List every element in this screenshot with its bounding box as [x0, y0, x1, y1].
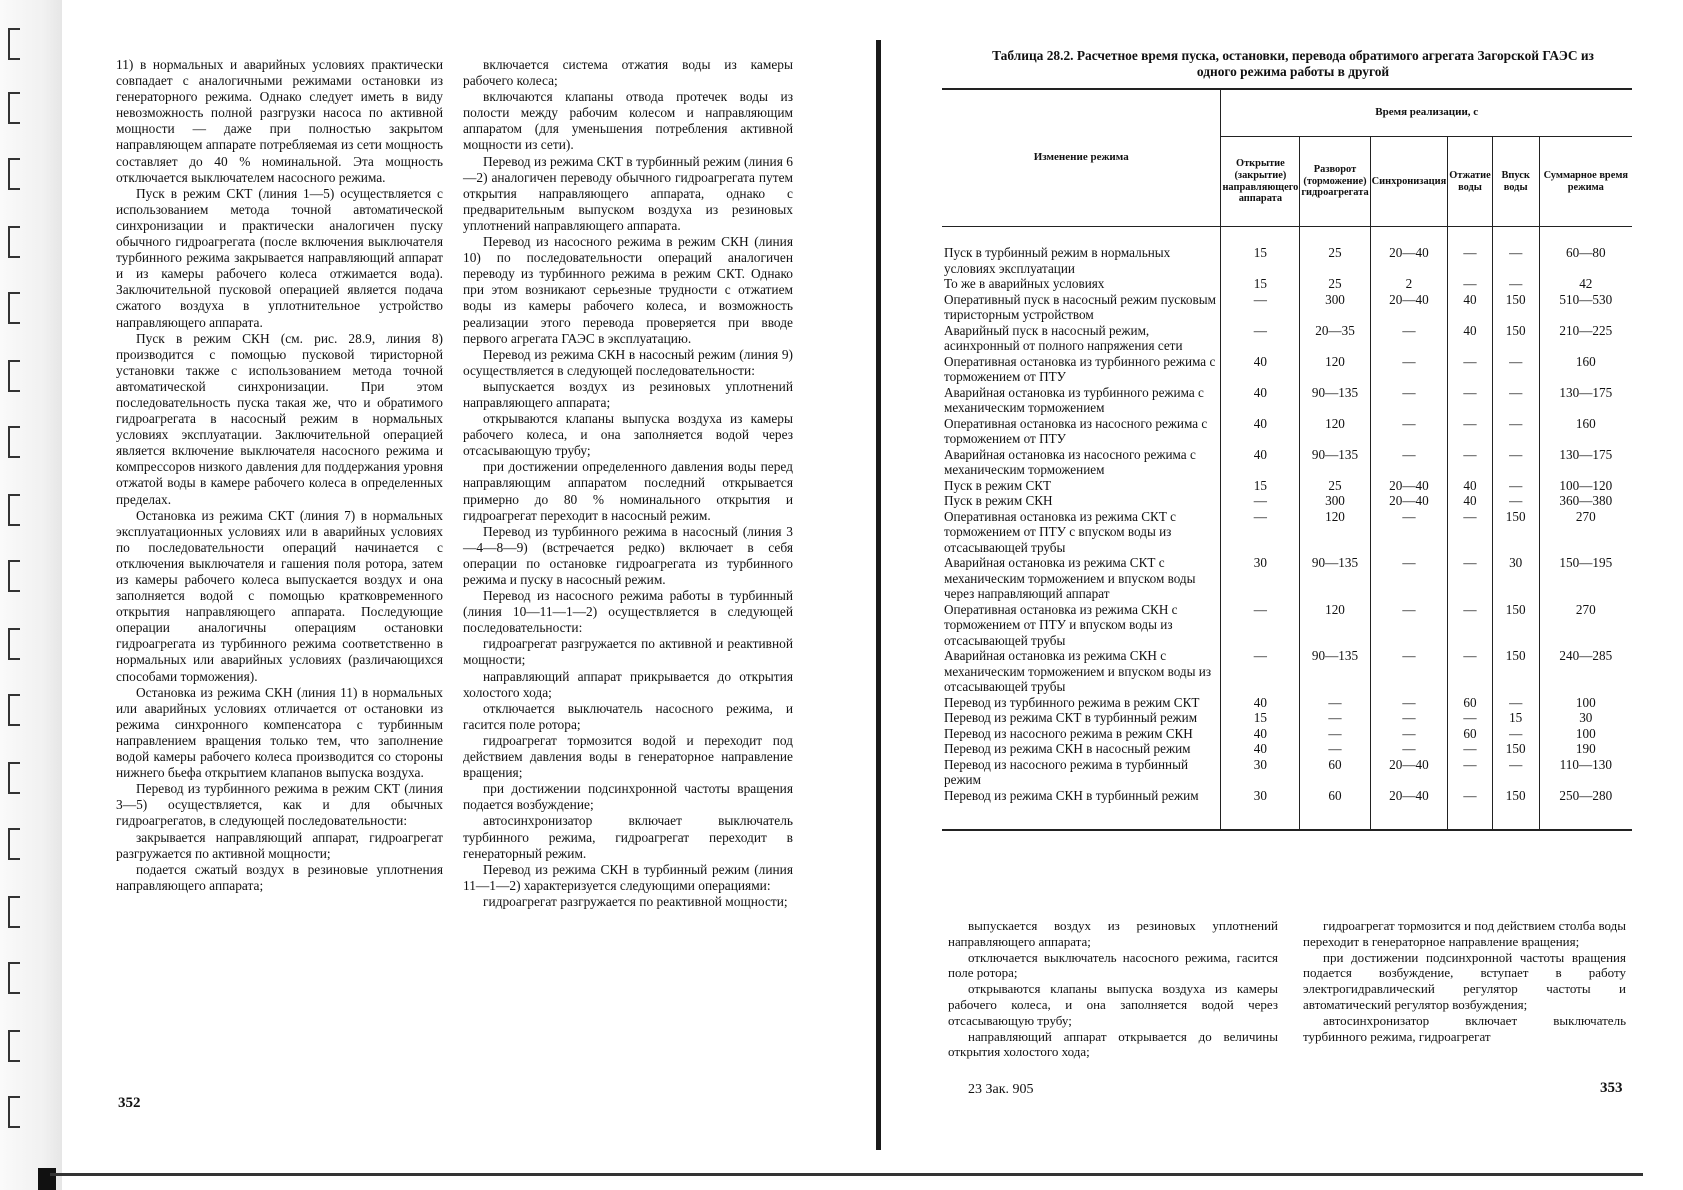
binding-mark [8, 292, 20, 324]
table-cell: — [1492, 276, 1539, 292]
paragraph: выпускается воздух из резиновых уплотнений направляющего аппарата; [948, 918, 1278, 949]
table-cell: — [1370, 385, 1448, 416]
paragraph: Перевод из режима СКН в турбинный режим (линия 11—1—2) характеризуется следующими операциями: [463, 861, 793, 893]
table-cell: 40 [1221, 695, 1300, 711]
table-cell: 42 [1579, 276, 1593, 291]
right-page-column-2 [1303, 918, 1626, 1044]
table-cell: 270 [1575, 601, 1596, 617]
row-mode-name: Пуск в турбинный режим в нормальных условиях эксплуатации [942, 245, 1221, 276]
column-header: Отжатие воды [1448, 137, 1492, 227]
row-mode-name: Пуск в режим СКН [942, 493, 1221, 509]
table-cell: 20—40 [1370, 788, 1448, 804]
table-cell: — [1492, 447, 1539, 478]
table-row [942, 276, 1632, 292]
table-cell: — [1370, 447, 1448, 478]
table-cell: — [1370, 602, 1448, 649]
table-cell: 40 [1221, 726, 1300, 742]
column-header: Разворот (торможение) гидроагрегата [1300, 137, 1370, 227]
table-cell: — [1448, 276, 1492, 292]
table-cell: 40 [1221, 354, 1300, 385]
table-cell: 300 [1300, 493, 1370, 509]
row-mode-name: Перевод из режима СКТ в турбинный режим [942, 710, 1221, 726]
paragraph: отключается выключатель насосного режима, гасится поле ротора; [948, 949, 1278, 981]
table-row [942, 478, 1632, 494]
table-cell: 30 [1221, 757, 1300, 788]
table-cell: 130—175 [1559, 384, 1613, 400]
table-cell: — [1370, 726, 1448, 742]
page-number-left: 352 [118, 1095, 141, 1111]
table-cell: 15 [1492, 710, 1539, 726]
table-cell: 360—380 [1559, 493, 1613, 508]
table-cell: 100—120 [1559, 477, 1613, 493]
table-cell: 30 [1221, 555, 1300, 602]
page-gutter [876, 40, 881, 1150]
table-row [942, 385, 1632, 416]
table-cell: 110—130 [1559, 756, 1612, 772]
table-cell: — [1221, 602, 1300, 649]
table-cell: — [1448, 788, 1492, 804]
table-cell: — [1370, 555, 1448, 602]
row-mode-name: Аварийная остановка из режима СКН с механическим торможением и впуском воды из отсасывающей трубы [942, 648, 1221, 695]
row-mode-name: Перевод из турбинного режима в режим СКТ [942, 695, 1221, 711]
table-cell: 90—135 [1300, 447, 1370, 478]
paragraph: автосинхронизатор включает выключатель турбинного режима, гидроагрегат [1303, 1012, 1626, 1044]
table-cell: 150 [1492, 292, 1539, 323]
paragraph: подается сжатый воздух в резиновые уплотнения направляющего аппарата; [116, 861, 443, 893]
table-cell: — [1492, 726, 1539, 742]
table-cell: 60—80 [1566, 245, 1606, 260]
table-cell: 40 [1221, 741, 1300, 757]
table-row [942, 695, 1632, 711]
table-cell: 20—40 [1370, 292, 1448, 323]
table-cell: 60 [1300, 788, 1370, 804]
table-cell: — [1370, 695, 1448, 711]
table-row [942, 741, 1632, 757]
print-footnote: 23 Зак. 905 [968, 1082, 1034, 1097]
paragraph: автосинхронизатор включает выключатель турбинного режима, гидроагрегат переходит в генераторный режим. [463, 813, 793, 861]
paragraph: Перевод из насосного режима в режим СКН (линия 10) по последовательности операций аналогичен переводу из турбинного режима в режим СКТ. Однако при этом возникают серьезные трудности с отжатием воды из камеры рабочего колеса, и возможность реализации этого перевода проверяется при вводе первого агрегата ГАЭС в эксплуатацию. [463, 234, 793, 346]
paragraph: 11) в нормальных и аварийных условиях практически совпадает с аналогичными режимами остановки из генераторного режима. Однако следует иметь в виду невозможность полной разгрузки насоса по активной мощности — даже при полностью закрытом направляющем аппарате потребляемая из сети мощность составляет до 40 % номинальной. Эта мощность отключается выключателем насосного режима. [116, 57, 443, 185]
binding-mark [8, 92, 20, 124]
table-cell: — [1221, 292, 1300, 323]
paragraph: гидроагрегат тормозится водой и переходит под действием давления воды в генераторное направление вращения; [463, 732, 793, 781]
table-row [942, 354, 1632, 385]
table-cell: — [1448, 447, 1492, 478]
table-row [942, 710, 1632, 726]
row-mode-name: Перевод из насосного режима в режим СКН [942, 726, 1221, 742]
table-cell: 2 [1370, 276, 1448, 292]
table-cell: 30 [1221, 788, 1300, 804]
table-cell: 120 [1300, 509, 1370, 556]
table-caption: Таблица 28.2. Расчетное время пуска, остановки, перевода обратимого агрегата Загорской ГАЭС из одного режима работы в другой [992, 48, 1594, 79]
row-mode-name: Аварийный пуск в насосный режим, асинхронный от полного напряжения сети [942, 323, 1221, 354]
table-row [942, 447, 1632, 478]
table-cell: 120 [1300, 602, 1370, 649]
table-cell: — [1300, 695, 1370, 711]
table-cell: 25 [1300, 276, 1370, 292]
table-cell: — [1492, 695, 1539, 711]
right-page-column-1 [948, 918, 1278, 1060]
row-mode-name: Пуск в режим СКТ [942, 478, 1221, 494]
binding-mark [8, 426, 20, 458]
column-header: Синхронизация [1370, 137, 1448, 227]
table-cell: 15 [1221, 478, 1300, 494]
binding-mark [8, 628, 20, 660]
table-cell: — [1221, 648, 1300, 695]
page-number-right: 353 [1600, 1080, 1623, 1096]
book-binding-edge [0, 0, 62, 1190]
table-cell: 130—175 [1559, 446, 1613, 462]
paragraph: Перевод из режима СКТ в турбинный режим (линия 6—2) аналогичен переводу обычного гидроагрегата путем открытия направляющего аппарата, однако с предварительным выпуском воздуха из резиновых уплотнений направляющего аппарата. [463, 153, 793, 233]
table-cell: — [1370, 741, 1448, 757]
table-cell: 30 [1492, 555, 1539, 602]
table-cell: 40 [1221, 416, 1300, 447]
scan-edge [38, 1168, 56, 1190]
header-mode-change: Изменение режима [942, 89, 1221, 227]
table-cell: 40 [1448, 323, 1492, 354]
paragraph: открываются клапаны выпуска воздуха из камеры рабочего колеса, и она заполняется водой через отсасывающую трубу; [948, 981, 1278, 1028]
row-mode-name: То же в аварийных условиях [942, 276, 1221, 292]
table-cell: 40 [1221, 385, 1300, 416]
binding-mark [8, 494, 20, 526]
table-cell: — [1448, 245, 1492, 276]
table-cell: 160 [1575, 415, 1596, 431]
table-cell: 150 [1492, 741, 1539, 757]
paragraph: включается система отжатия воды из камеры рабочего колеса; [463, 57, 793, 89]
table-cell: 100 [1575, 694, 1596, 710]
table-cell: 210—225 [1559, 322, 1613, 338]
paragraph: выпускается воздух из резиновых уплотнений направляющего аппарата; [463, 378, 793, 410]
left-page-column-2 [463, 57, 793, 910]
binding-mark [8, 560, 20, 592]
left-page-column-1 [116, 57, 443, 894]
table-cell: 40 [1221, 447, 1300, 478]
paragraph: Остановка из режима СКТ (линия 7) в нормальных эксплуатационных условиях или в аварийных условиях по последовательности операций начинается с отключения выключателя и гашения поля ротора, затем из камеры рабочего колеса выпускается воздух и она заполняется водой с помощью кратковременного открытия направляющего аппарата. Последующие операции аналогичны операциям остановки гидроагрегата из турбинного режима соответственно в нормальных или аварийных условиях (различающихся способами торможения). [116, 507, 443, 684]
scan-bottom-line [50, 1173, 1643, 1176]
table-cell: 150—195 [1559, 555, 1613, 570]
table-cell: 60 [1448, 726, 1492, 742]
table-cell: — [1370, 648, 1448, 695]
column-header: Впуск воды [1492, 137, 1539, 227]
table-cell: — [1370, 710, 1448, 726]
table-row [942, 555, 1632, 602]
binding-mark [8, 896, 20, 928]
table-cell: 60 [1448, 695, 1492, 711]
table-cell: 150 [1492, 323, 1539, 354]
table-cell: 15 [1221, 245, 1300, 276]
table-row [942, 245, 1632, 276]
table-cell: 20—40 [1370, 245, 1448, 276]
table-cell: 90—135 [1300, 385, 1370, 416]
table-cell: 60 [1300, 757, 1370, 788]
binding-mark [8, 1096, 20, 1128]
table-row [942, 323, 1632, 354]
binding-mark [8, 226, 20, 258]
paragraph: Остановка из режима СКН (линия 11) в нормальных или аварийных условиях отличается от остановки из режима синхронного компенсатора с турбинным направлением вращения только тем, что заполнение водой камеры рабочего колеса производится со стороны нижнего бьефа открытием клапанов выпуска воздуха. [116, 684, 443, 781]
table-cell: — [1221, 323, 1300, 354]
paragraph: направляющий аппарат прикрывается до открытия холостого хода; [463, 668, 793, 700]
table-cell: — [1492, 493, 1539, 509]
table-cell: — [1448, 741, 1492, 757]
binding-mark [8, 962, 20, 994]
header-time-group: Время реализации, с [1221, 89, 1632, 137]
table-cell: 100 [1575, 725, 1596, 741]
binding-mark [8, 694, 20, 726]
table-row [942, 648, 1632, 695]
binding-mark [8, 28, 20, 60]
table-cell: — [1492, 354, 1539, 385]
table-cell: 240—285 [1559, 648, 1613, 663]
paragraph: гидроагрегат тормозится и под действием столба воды переходит в генераторное направление вращения; [1303, 918, 1626, 949]
table-cell: 40 [1448, 292, 1492, 323]
row-mode-name: Аварийная остановка из турбинного режима с механическим торможением [942, 385, 1221, 416]
row-mode-name: Оперативная остановка из режима СКТ с торможением от ПТУ с впуском воды из отсасывающей трубы [942, 509, 1221, 556]
table-cell: — [1448, 385, 1492, 416]
table-cell: 120 [1300, 354, 1370, 385]
paragraph: гидроагрегат разгружается по реактивной мощности; [483, 893, 788, 909]
table-cell: — [1492, 385, 1539, 416]
paragraph: Перевод из турбинного режима в режим СКТ (линия 3—5) осуществляется, как и для обычных гидроагрегатов, в следующей последовательности: [116, 781, 443, 829]
table-cell: — [1221, 509, 1300, 556]
table-cell: — [1448, 354, 1492, 385]
table-cell: — [1492, 478, 1539, 494]
table-cell: 20—40 [1370, 493, 1448, 509]
row-mode-name: Перевод из режима СКН в насосный режим [942, 741, 1221, 757]
paragraph: Пуск в режим СКН (см. рис. 28.9, линия 8) производится с помощью пусковой тиристорной установки также с использованием метода точной автоматической синхронизации. При этом последовательность пуска такая же, что и обратимого гидроагрегата в насосный режим в нормальных условиях эксплуатации. Заключительной операцией является включение выключателя насосного режима и компрессоров низкого давления для поддержания уровня отжатой воды в камере рабочего колеса в определенных пределах. [116, 330, 443, 507]
table-cell: — [1448, 555, 1492, 602]
paragraph: при достижении подсинхронной частоты вращения подается возбуждение; [463, 781, 793, 813]
paragraph: Перевод из режима СКН в насосный режим (линия 9) осуществляется в следующей последовательности: [463, 346, 793, 378]
binding-mark [8, 158, 20, 190]
paragraph: закрывается направляющий аппарат, гидроагрегат разгружается по активной мощности; [116, 829, 443, 861]
table-cell: 40 [1448, 493, 1492, 509]
table-cell: 300 [1300, 292, 1370, 323]
paragraph: отключается выключатель насосного режима, и гасится поле ротора; [463, 700, 793, 732]
table-cell: — [1448, 648, 1492, 695]
column-header: Суммарное время режима [1539, 137, 1632, 227]
table-row [942, 416, 1632, 447]
table-row [942, 788, 1632, 804]
table-cell: — [1221, 493, 1300, 509]
table-cell: 150 [1492, 602, 1539, 649]
table-cell: 15 [1221, 276, 1300, 292]
table-cell: 90—135 [1300, 648, 1370, 695]
paragraph: Перевод из турбинного режима в насосный (линия 3—4—8—9) (встречается редко) включает в себя операции по остановке гидроагрегата из турбинного режима и пуску в насосный режим. [463, 523, 793, 587]
table-cell: 150 [1492, 509, 1539, 556]
binding-mark [8, 1030, 20, 1062]
table-cell: 250—280 [1559, 787, 1613, 803]
row-mode-name: Перевод из насосного режима в турбинный режим [942, 757, 1221, 788]
table-cell: — [1448, 710, 1492, 726]
column-header: Открытие (закрытие) направляющего аппарата [1221, 137, 1300, 227]
paragraph: Пуск в режим СКТ (линия 1—5) осуществляется с использованием метода точной автоматической синхронизации и практически аналогичен пуску обычного гидроагрегата (после включения выключателя турбинного режима закрывается направляющий аппарат и из камеры рабочего колеса отжимается вода). Заключительной пусковой операцией является подача сжатого воздуха в уплотнительное устройство направляющего аппарата. [116, 185, 443, 330]
table-row [942, 757, 1632, 788]
table-cell: 25 [1300, 478, 1370, 494]
table-cell: 20—40 [1370, 478, 1448, 494]
table-cell: 20—40 [1370, 757, 1448, 788]
table-cell: 160 [1575, 353, 1596, 369]
row-mode-name: Перевод из режима СКН в турбинный режим [942, 788, 1221, 804]
table-row [942, 509, 1632, 556]
table-cell: — [1492, 245, 1539, 276]
table-body [942, 245, 1632, 803]
row-mode-name: Оперативный пуск в насосный режим пусковым тиристорным устройством [942, 292, 1221, 323]
row-mode-name: Аварийная остановка из режима СКТ с механическим торможением и впуском воды через направляющий аппарат [942, 555, 1221, 602]
binding-mark [8, 828, 20, 860]
table-cell: 190 [1575, 741, 1596, 756]
table-cell: 30 [1579, 710, 1593, 725]
table-cell: 25 [1300, 245, 1370, 276]
table-cell: 120 [1300, 416, 1370, 447]
table-row [942, 726, 1632, 742]
table-cell: — [1300, 726, 1370, 742]
table-cell: — [1370, 509, 1448, 556]
paragraph: гидроагрегат разгружается по активной и реактивной мощности; [463, 636, 793, 668]
table-cell: — [1370, 416, 1448, 447]
paragraph: Перевод из насосного режима работы в турбинный (линия 10—11—1—2) осуществляется в следующей последовательности: [463, 588, 793, 636]
row-mode-name: Оперативная остановка из режима СКН с торможением от ПТУ и впуском воды из отсасывающей трубы [942, 602, 1221, 649]
paragraph: открываются клапаны выпуска воздуха из камеры рабочего колеса, и она заполняется водой через отсасывающую трубу; [463, 411, 793, 459]
row-mode-name: Оперативная остановка из турбинного режима с торможением от ПТУ [942, 354, 1221, 385]
table-cell: 150 [1492, 788, 1539, 804]
table-cell: 15 [1221, 710, 1300, 726]
table-cell: — [1448, 509, 1492, 556]
table-cell: 40 [1448, 478, 1492, 494]
table-cell: — [1300, 741, 1370, 757]
table-cell: 510—530 [1559, 291, 1613, 307]
table-cell: 90—135 [1300, 555, 1370, 602]
binding-mark [8, 360, 20, 392]
binding-mark [8, 762, 20, 794]
table-row [942, 602, 1632, 649]
table-cell: — [1448, 602, 1492, 649]
table-cell: — [1448, 757, 1492, 788]
table-row [942, 493, 1632, 509]
table-cell: — [1492, 757, 1539, 788]
data-table [942, 88, 1632, 831]
paragraph: включаются клапаны отвода протечек воды из полости между рабочим колесом и направляющим аппаратом (для уменьшения потребления активной мощности из сети). [463, 89, 793, 153]
table-cell: — [1300, 710, 1370, 726]
row-mode-name: Оперативная остановка из насосного режима с торможением от ПТУ [942, 416, 1221, 447]
table-row [942, 292, 1632, 323]
paragraph: направляющий аппарат открывается до величины открытия холостого хода; [948, 1028, 1278, 1060]
paragraph: при достижении подсинхронной частоты вращения подается возбуждение, вступает в работу электрогидравлический регулятор частоты и автоматический регулятор возбуждения; [1303, 949, 1626, 1012]
table-cell: — [1370, 354, 1448, 385]
table-cell: — [1448, 416, 1492, 447]
table-cell: — [1370, 323, 1448, 354]
row-mode-name: Аварийная остановка из насосного режима с механическим торможением [942, 447, 1221, 478]
table-cell: — [1492, 416, 1539, 447]
paragraph: при достижении определенного давления воды перед направляющим аппаратом последний открывается примерно до 80 % номинального открытия и гидроагрегат переходит в насосный режим. [463, 459, 793, 523]
table-cell: 150 [1492, 648, 1539, 695]
table-cell: 270 [1575, 508, 1596, 524]
table-cell: 20—35 [1300, 323, 1370, 354]
